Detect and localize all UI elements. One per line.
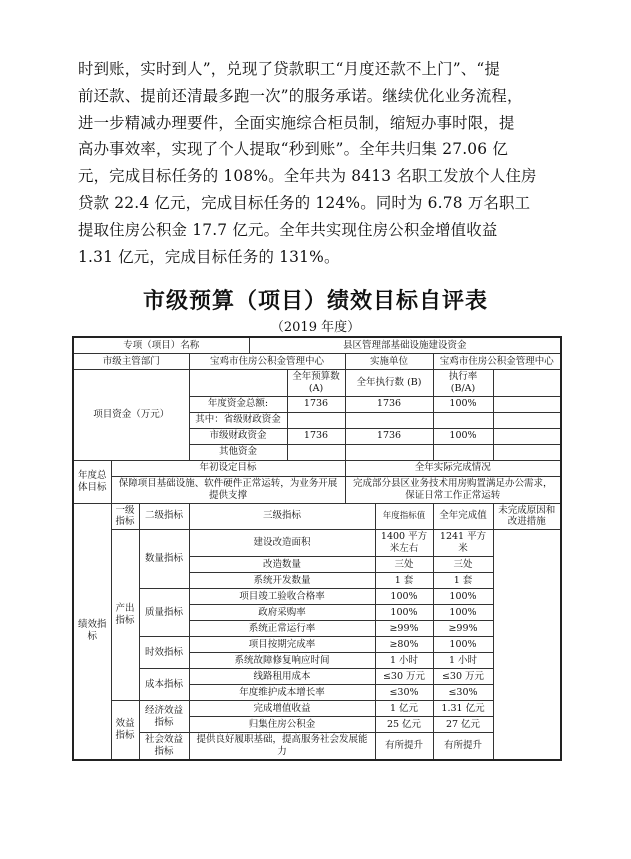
level1-header: 一级指标	[111, 503, 139, 530]
indicator-target: 25 亿元	[375, 717, 433, 733]
reason-header: 未完成原因和改进措施	[493, 503, 561, 530]
paragraph-line: 高办事效率，实现了个人提取“秒到账”。全年共归集 27.06 亿	[78, 140, 508, 159]
indicator-done: ≤30%	[433, 685, 493, 701]
funds-rate: 100%	[433, 396, 493, 412]
indicator-name: 归集住房公积金	[189, 717, 375, 733]
table-title: 市级预算（项目）绩效目标自评表	[142, 289, 488, 314]
indicator-target: 100%	[375, 589, 433, 605]
project-name: 县区管理部基础设施建设资金	[249, 337, 561, 354]
paragraph-line: 提取住房公积金 17.7 亿元。全年共实现住房公积金增值收益	[78, 220, 498, 239]
indicator-target: ≥80%	[375, 637, 433, 653]
funds-label-cell: 其他资金	[189, 444, 287, 460]
indicator-name: 项目按期完成率	[189, 637, 375, 653]
target-header: 年度指标值	[375, 503, 433, 530]
indicator-done: 1 套	[433, 573, 493, 589]
table-row	[73, 530, 561, 557]
funds-extra	[493, 412, 561, 428]
table-row	[73, 370, 561, 397]
indicator-done: 1.31 亿元	[433, 701, 493, 717]
table-row	[73, 503, 561, 530]
indicator-done: 100%	[433, 589, 493, 605]
indicator-done: 1 小时	[433, 653, 493, 669]
funds-label-cell: 市级财政资金	[189, 428, 287, 444]
initial-goal: 保障项目基础设施、软件硬件正常运转，为业务开展提供支撑	[111, 476, 345, 503]
reason-cell	[493, 530, 561, 760]
table-row	[73, 701, 561, 717]
goal-label: 年度总体目标	[73, 460, 111, 503]
paragraph-line: 时到账，实时到人”，兑现了贷款职工“月度还款不上门”、“提	[78, 60, 501, 78]
indicator-name: 改造数量	[189, 557, 375, 573]
paragraph-line: 进一步精减办理要件，全面实施综合柜员制，缩短办事时限，提	[78, 113, 515, 132]
level2-header: 二级指标	[139, 503, 189, 530]
indicator-name: 完成增值收益	[189, 701, 375, 717]
indicator-target: 1 小时	[375, 653, 433, 669]
table-row	[73, 669, 561, 685]
actual-label: 全年实际完成情况	[345, 460, 561, 476]
indicator-done: 27 亿元	[433, 717, 493, 733]
indicator-target: 有所提升	[375, 733, 433, 760]
group-quantity: 数量指标	[139, 530, 189, 589]
table-row	[73, 476, 561, 503]
indicator-name: 项目竣工验收合格率	[189, 589, 375, 605]
indicator-done: 1241 平方米	[433, 530, 493, 557]
indicator-done: ≤30 万元	[433, 669, 493, 685]
group-cost: 成本指标	[139, 669, 189, 701]
output-label: 产出指标	[111, 530, 139, 701]
indicator-target: 三处	[375, 557, 433, 573]
dept-value: 宝鸡市住房公积金管理中心	[189, 354, 345, 370]
funds-budget: 1736	[287, 428, 345, 444]
indicator-target: 1400 平方米左右	[375, 530, 433, 557]
funds-header-blank	[189, 370, 287, 397]
indicator-name: 提供良好履职基础，提高服务社会发展能力	[189, 733, 375, 760]
table-row	[73, 733, 561, 760]
indicator-name: 系统正常运行率	[189, 621, 375, 637]
indicator-target: 1 亿元	[375, 701, 433, 717]
paragraph-line: 前还款、提前还清最多跑一次”的服务承诺。继续优化业务流程，	[78, 86, 523, 105]
impl-label: 实施单位	[345, 354, 433, 370]
funds-extra	[493, 428, 561, 444]
col-exec: 全年执行数 (B)	[345, 370, 433, 397]
funds-label-cell: 年度资金总额:	[189, 396, 287, 412]
funds-extra	[493, 396, 561, 412]
indicator-target: ≤30 万元	[375, 669, 433, 685]
level3-header: 三级指标	[189, 503, 375, 530]
indicator-name: 建设改造面积	[189, 530, 375, 557]
indicator-name: 系统故障修复响应时间	[189, 653, 375, 669]
indicator-done: 有所提升	[433, 733, 493, 760]
indicator-done: 三处	[433, 557, 493, 573]
indicator-name: 年度维护成本增长率	[189, 685, 375, 701]
funds-exec	[345, 412, 433, 428]
indicator-name: 系统开发数量	[189, 573, 375, 589]
initial-goal-label: 年初设定目标	[111, 460, 345, 476]
paragraph-line: 贷款 22.4 亿元，完成目标任务的 124%。同时为 6.78 万名职工	[78, 193, 531, 212]
funds-exec: 1736	[345, 396, 433, 412]
funds-rate: 100%	[433, 428, 493, 444]
indicator-done: ≥99%	[433, 621, 493, 637]
funds-budget: 1736	[287, 396, 345, 412]
benefit-label: 效益指标	[111, 701, 139, 760]
indicator-name: 线路租用成本	[189, 669, 375, 685]
paragraph-line: 元，完成目标任务的 108%。全年共为 8413 名职工发放个人住房	[78, 167, 537, 186]
table-row	[73, 589, 561, 605]
funds-budget	[287, 412, 345, 428]
funds-extra-blank	[493, 370, 561, 397]
group-timeliness: 时效指标	[139, 637, 189, 669]
col-budget: 全年预算数 (A)	[287, 370, 345, 397]
performance-table	[72, 336, 562, 761]
indicator-name: 政府采购率	[189, 605, 375, 621]
funds-exec	[345, 444, 433, 460]
funds-label-cell: 其中：省级财政资金	[189, 412, 287, 428]
table-row	[73, 637, 561, 653]
funds-rate	[433, 412, 493, 428]
funds-rate	[433, 444, 493, 460]
indicator-target: ≥99%	[375, 621, 433, 637]
indicator-target: ≤30%	[375, 685, 433, 701]
indicator-done: 100%	[433, 605, 493, 621]
group-quality: 质量指标	[139, 589, 189, 637]
indicator-target: 1 套	[375, 573, 433, 589]
table-row	[73, 354, 561, 370]
actual-result: 完成部分县区业务技术用房购置满足办公需求，保证日常工作正常运转	[345, 476, 561, 503]
funds-budget	[287, 444, 345, 460]
paragraph-line: 1.31 亿元，完成目标任务的 131%。	[78, 247, 340, 266]
group-economic: 经济效益指标	[139, 701, 189, 733]
done-header: 全年完成值	[433, 503, 493, 530]
col-rate: 执行率 (B/A)	[433, 370, 493, 397]
indicator-target: 100%	[375, 605, 433, 621]
table-row	[73, 460, 561, 476]
dept-label: 市级主管部门	[73, 354, 189, 370]
project-name-label: 专项（项目）名称	[73, 337, 249, 354]
indicator-done: 100%	[433, 637, 493, 653]
perf-label: 绩效指标	[73, 503, 111, 760]
table-subtitle: （2019 年度）	[270, 320, 361, 335]
funds-exec: 1736	[345, 428, 433, 444]
report-paragraph	[78, 56, 558, 270]
funds-extra	[493, 444, 561, 460]
group-social: 社会效益指标	[139, 733, 189, 760]
table-row	[73, 337, 561, 354]
funds-label: 项目资金（万元）	[73, 370, 189, 461]
impl-value: 宝鸡市住房公积金管理中心	[433, 354, 561, 370]
